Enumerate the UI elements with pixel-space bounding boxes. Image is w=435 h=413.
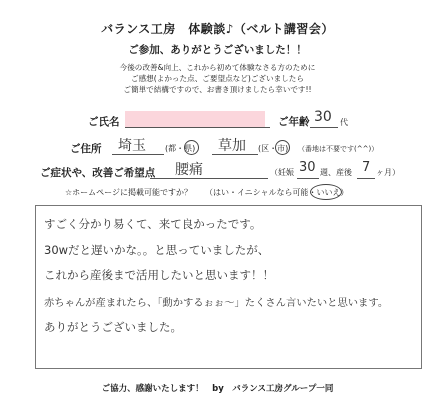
prefecture-underline: [112, 154, 164, 155]
intro-line-2: ご感想(よかった点、ご要望点など)ございましたら: [131, 74, 304, 83]
comment-line-5: ありがとうございました。: [44, 320, 182, 334]
age-label: ご年齢: [278, 116, 310, 128]
age-underline: [310, 127, 338, 128]
symptom-label: ご症状や、改善ご希望点: [40, 167, 156, 179]
name-redaction: [125, 111, 265, 127]
hp-options: （はい・イニシャルなら可能・いいえ）: [205, 188, 349, 197]
symptom-value: 腰痛: [175, 162, 203, 178]
hp-answer-circle-mark: [310, 184, 342, 200]
address-note: （番地は不要です(^^)）: [298, 145, 379, 153]
symptom-underline: [150, 178, 268, 179]
age-value: 30: [314, 109, 332, 125]
pregnancy-prefix: （妊娠: [270, 168, 294, 177]
pregnancy-suffix: ヶ月）: [376, 168, 400, 177]
name-underline: [125, 127, 270, 128]
postpartum-months-underline: [357, 178, 375, 179]
prefecture-suffix: (都・県): [165, 144, 196, 153]
name-label: ご氏名: [88, 116, 120, 128]
age-suffix: 代: [340, 118, 348, 127]
city-underline: [212, 154, 258, 155]
city-value: 草加: [218, 138, 246, 154]
pregnancy-weeks-value: 30: [299, 160, 316, 175]
hp-question: ☆ホームページに掲載可能ですか？: [65, 188, 193, 197]
prefecture-circle-mark: [184, 140, 199, 155]
pregnancy-weeks-underline: [297, 178, 319, 179]
comment-line-2: 30wだと遅いかな。。と思っていましたが、: [44, 243, 270, 257]
pregnancy-mid: 週、産後: [320, 168, 352, 177]
comment-line-1: すごく分かり易くて、来て良かったです。: [44, 217, 262, 231]
comment-line-4: 赤ちゃんが産まれたら、「動かするぉぉ〜」たくさん言いたいと思います。: [44, 297, 389, 309]
city-circle-mark: [275, 140, 290, 155]
intro-line-3: ご簡単で結構ですので、お書き頂けましたら幸いです!!: [123, 85, 312, 94]
prefecture-value: 埼玉: [118, 138, 146, 154]
thanks-heading: ご参加、ありがとうございました！！: [128, 44, 307, 56]
postpartum-months-value: 7: [362, 160, 371, 175]
comment-line-3: これから産後まで活用したいと思います！！: [44, 268, 274, 282]
footer-text: ご協力、感謝いたします！ by バランス工房グループ一同: [101, 384, 334, 394]
city-suffix: (区・市): [258, 144, 289, 153]
comment-box: [35, 205, 422, 369]
address-label: ご住所: [70, 143, 102, 155]
page-title: バランス工房 体験談♪（ベルト講習会）: [101, 22, 334, 36]
intro-line-1: 今後の改善&向上、これから初めて体験なさる方のために: [119, 63, 316, 72]
